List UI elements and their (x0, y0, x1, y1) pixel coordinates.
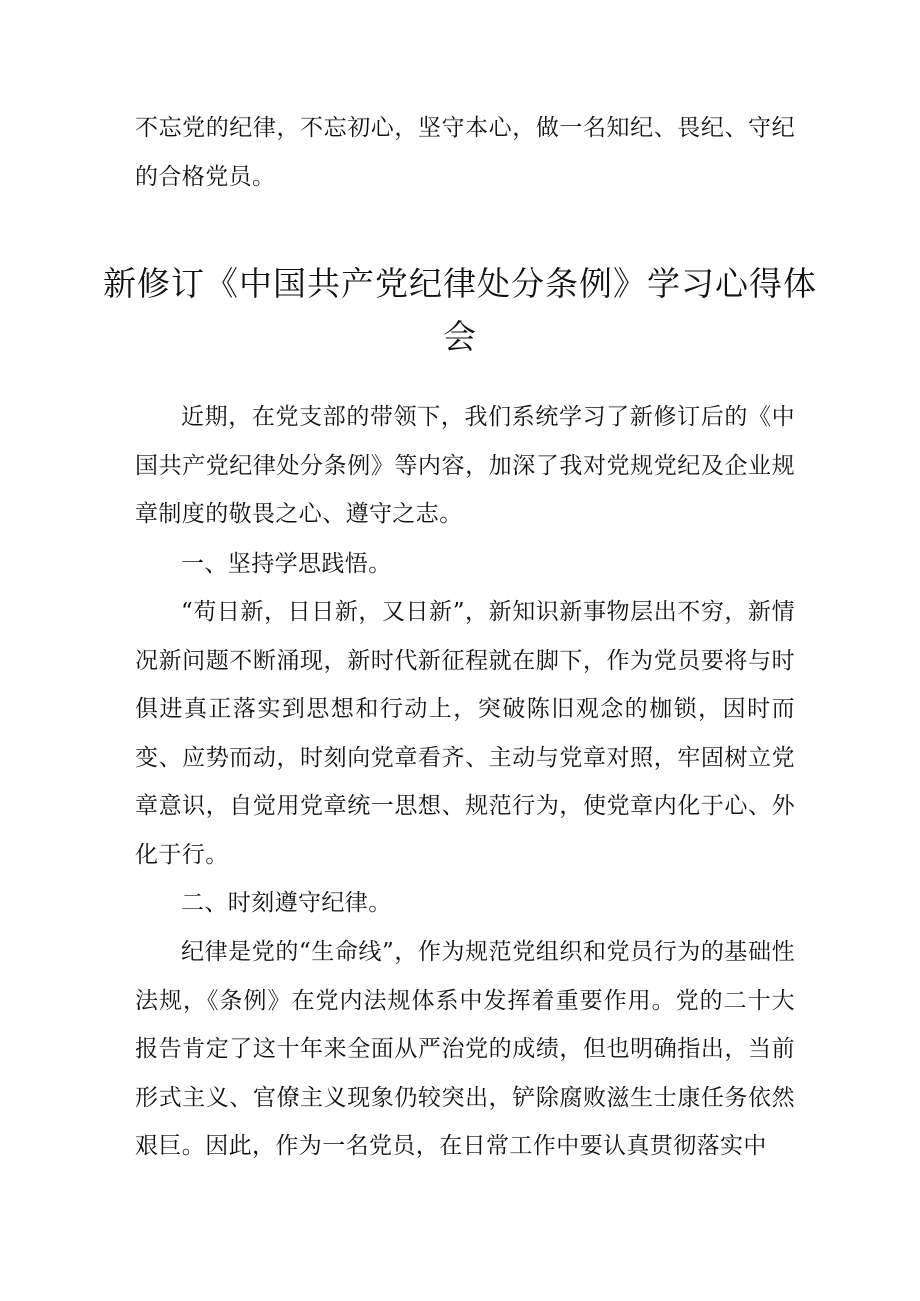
section-heading-2: 二、时刻遵守纪律。 (181, 890, 392, 916)
intro-paragraph: 不忘党的纪律，不忘初心，坚守本心，做一名知纪、畏纪、守纪的合格党员。 (135, 115, 795, 190)
paragraph-section-2: 纪律是党的“生命线”，作为规范党组织和党员行为的基础性法规，《条例》在党内法规体系中发挥着重要作用。党的二十大报告肯定了这十年来全面从严治党的成绩，但也明确指出，当前形式主义、官僚主义现象仍较突出，铲除腐败滋生士康任务依然艰巨。因此，作为一名党员，在日常工作中要认真贯彻落实中 (135, 939, 795, 1159)
paragraph-section-1: “苟日新，日日新，又日新”，新知识新事物层出不穷，新情况新问题不断涌现，新时代新征程就在脚下，作为党员要将与时俱进真正落实到思想和行动上，突破陈旧观念的枷锁，因时而变、应势而动，时刻向党章看齐、主动与党章对照，牢固树立党章意识，自觉用党章统一思想、规范行为，使党章内化于心、外化于行。 (135, 599, 795, 868)
paragraph-intro-study: 近期，在党支部的带领下，我们系统学习了新修订后的《中国共产党纪律处分条例》等内容，加深了我对党规党纪及企业规章制度的敬畏之心、遵守之志。 (135, 404, 795, 527)
document-title: 新修订《中国共产党纪律处分条例》学习心得体会 (103, 264, 817, 356)
section-heading-1: 一、坚持学思践悟。 (181, 551, 392, 577)
